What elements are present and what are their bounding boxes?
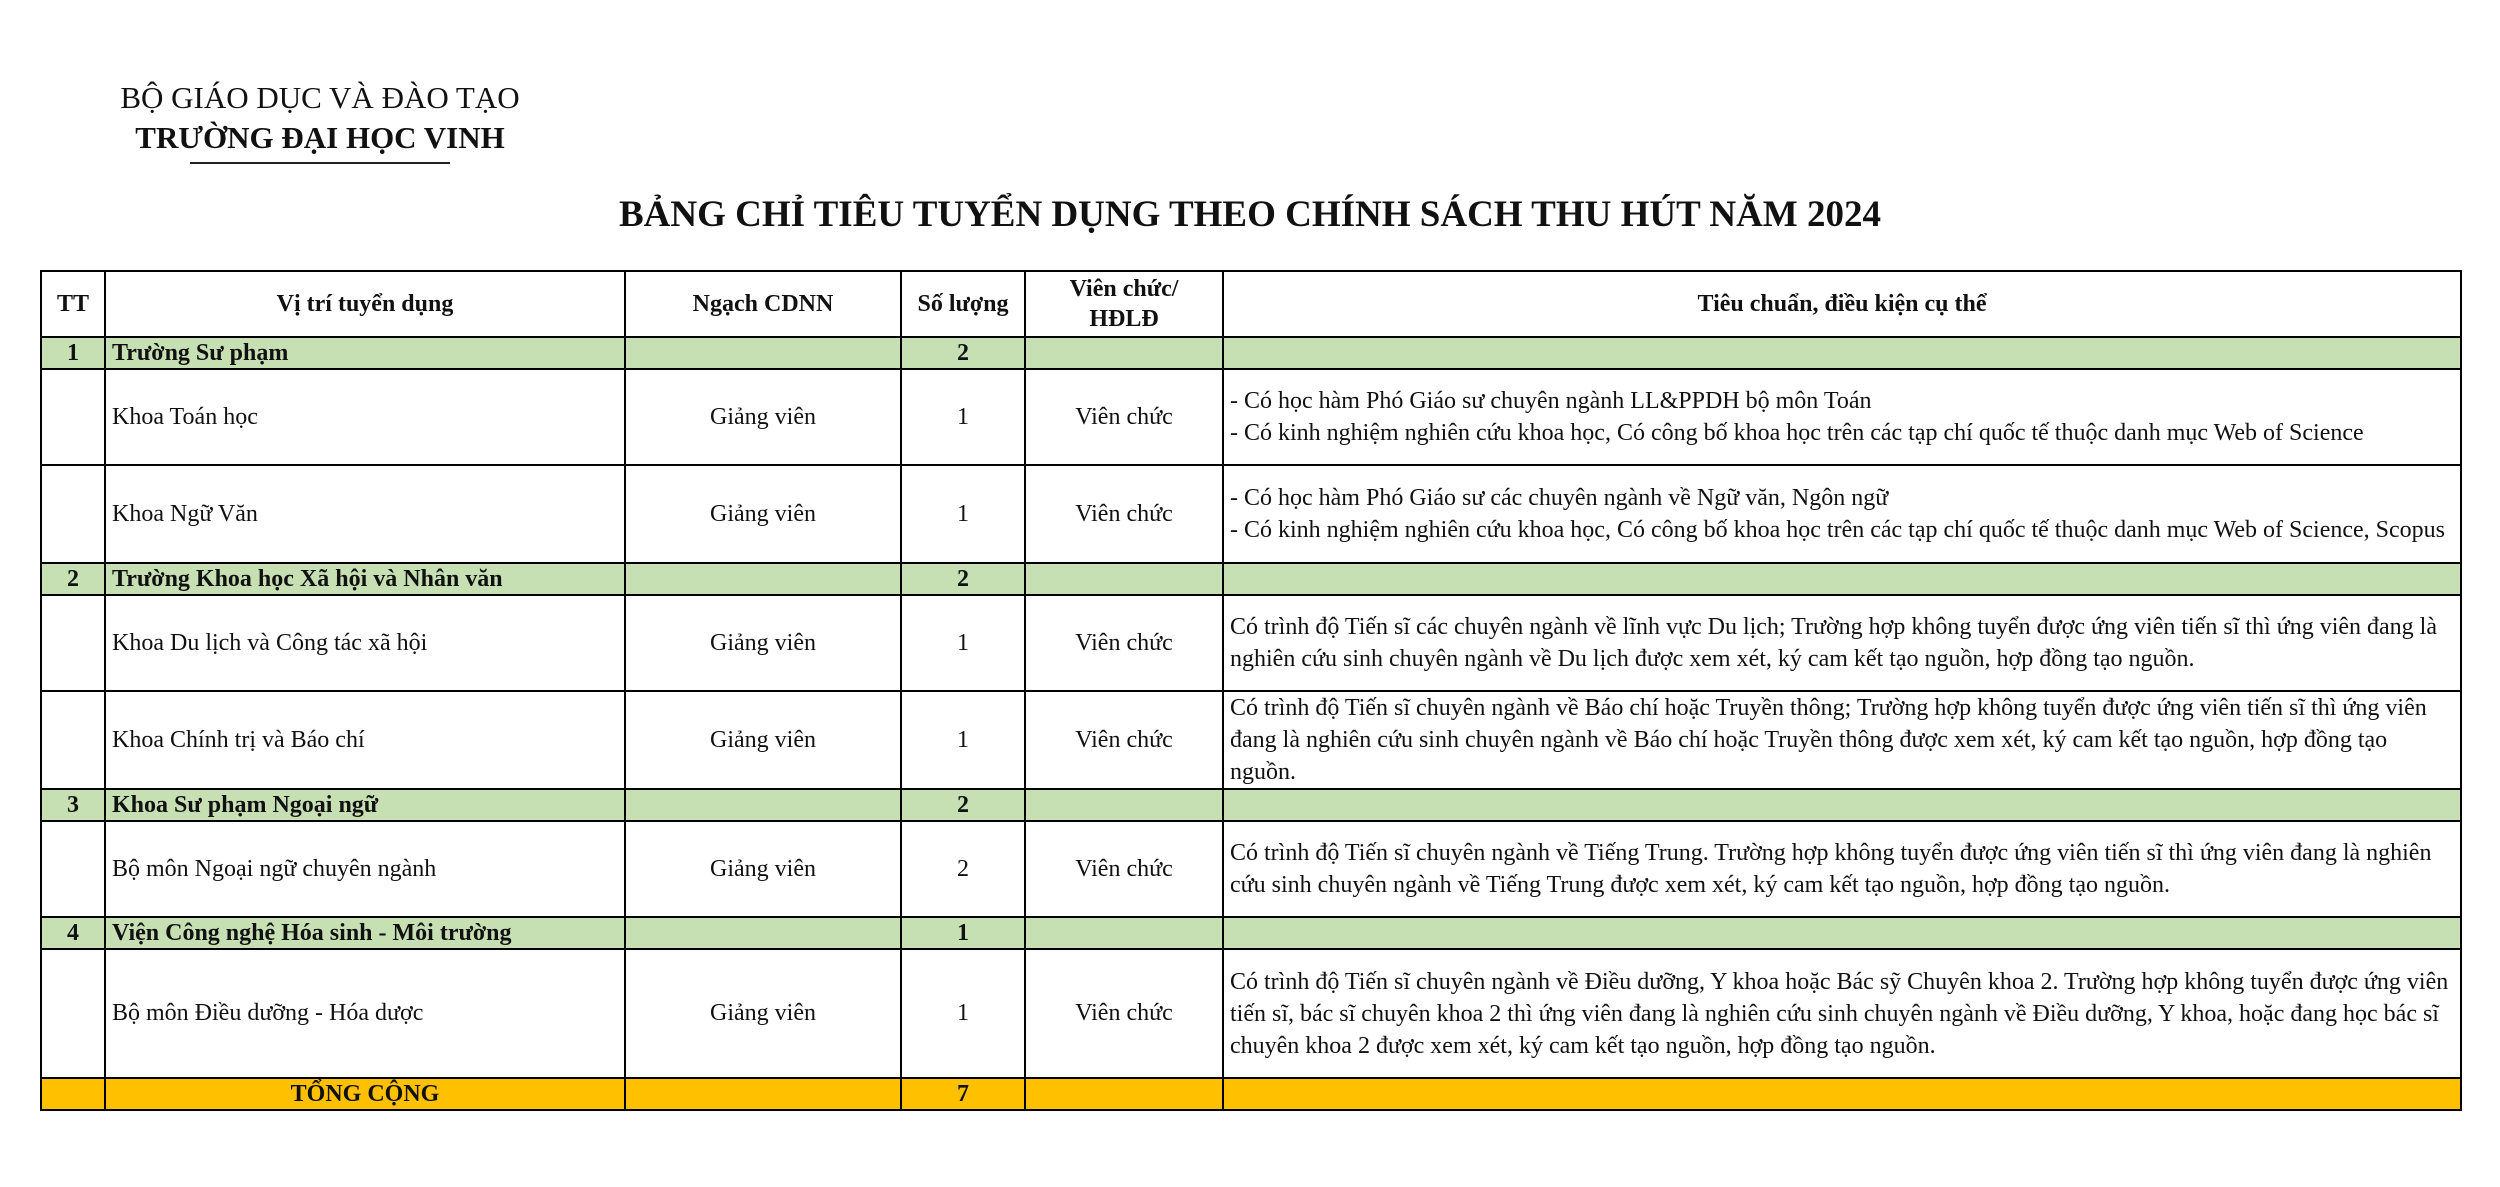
group-tt: 3: [41, 789, 105, 821]
group-row: [41, 337, 2461, 369]
position-cell: Khoa Chính trị và Báo chí: [105, 691, 625, 789]
quantity-cell: 1: [901, 465, 1025, 563]
contract-cell: Viên chức: [1025, 465, 1223, 563]
group-quantity: 2: [901, 563, 1025, 595]
total-row: [41, 1078, 2461, 1110]
university-name: TRƯỜNG ĐẠI HỌC VINH: [135, 120, 505, 155]
rank-cell: Giảng viên: [625, 949, 901, 1078]
col-header-contract: Viên chức/ HĐLĐ: [1025, 271, 1223, 337]
col-header-quantity: Số lượng: [901, 271, 1025, 337]
quantity-cell: 1: [901, 595, 1025, 691]
recruitment-table: [40, 270, 2462, 1111]
group-tt: 4: [41, 917, 105, 949]
requirements-cell: [1223, 369, 2461, 465]
requirement-line: - Có kinh nghiệm nghiên cứu khoa học, Có công bố khoa học trên các tạp chí quốc tế thuộc danh mục Web of Science, Scopus: [1230, 517, 2445, 543]
rank-cell: Giảng viên: [625, 369, 901, 465]
requirements-cell: [1223, 595, 2461, 691]
requirement-line: Có trình độ Tiến sĩ chuyên ngành về Điều dưỡng, Y khoa hoặc Bác sỹ Chuyên khoa 2. Trường hợp không tuyển được ứng viên tiến sĩ, bác sĩ chuyên khoa 2 thì ứng viên đang là nghiên cứu sinh chuyên ngành về Điều dưỡng, Y khoa, hoặc đang học bác sĩ chuyên khoa 2 được xem xét, ký cam kết tạo nguồn, hợp đồng tạo nguồn.: [1230, 968, 2449, 1059]
table-header-row: [41, 271, 2461, 337]
rank-cell: Giảng viên: [625, 691, 901, 789]
group-name: Khoa Sư phạm Ngoại ngữ: [105, 789, 625, 821]
total-quantity: 7: [901, 1078, 1025, 1110]
group-row: [41, 917, 2461, 949]
requirement-line: Có trình độ Tiến sĩ chuyên ngành về Tiếng Trung. Trường hợp không tuyển được ứng viên tiến sĩ thì ứng viên đang là nghiên cứu sinh chuyên ngành về Tiếng Trung được xem xét, ký cam kết tạo nguồn, hợp đồng tạo nguồn.: [1230, 840, 2432, 898]
requirements-cell: [1223, 821, 2461, 917]
quantity-cell: 1: [901, 691, 1025, 789]
table-row: [41, 465, 2461, 563]
contract-cell: Viên chức: [1025, 595, 1223, 691]
group-quantity: 2: [901, 789, 1025, 821]
col-header-position: Vị trí tuyển dụng: [105, 271, 625, 337]
requirement-line: Có trình độ Tiến sĩ chuyên ngành về Báo chí hoặc Truyền thông; Trường hợp không tuyển được ứng viên tiến sĩ thì ứng viên đang là nghiên cứu sinh chuyên ngành về Báo chí hoặc Truyền thông được xem xét, ký cam kết tạo nguồn, hợp đồng tạo nguồn.: [1230, 695, 2427, 785]
group-tt: 1: [41, 337, 105, 369]
position-cell: Khoa Ngữ Văn: [105, 465, 625, 563]
group-quantity: 2: [901, 337, 1025, 369]
requirements-cell: [1223, 949, 2461, 1078]
group-row: [41, 563, 2461, 595]
contract-cell: Viên chức: [1025, 369, 1223, 465]
table-row: [41, 369, 2461, 465]
position-cell: Khoa Toán học: [105, 369, 625, 465]
total-label: TỔNG CỘNG: [105, 1078, 625, 1110]
rank-cell: Giảng viên: [625, 465, 901, 563]
col-header-rank: Ngạch CDNN: [625, 271, 901, 337]
quantity-cell: 1: [901, 949, 1025, 1078]
rank-cell: Giảng viên: [625, 821, 901, 917]
requirements-cell: [1223, 691, 2461, 789]
table-row: [41, 949, 2461, 1078]
group-name: Viện Công nghệ Hóa sinh - Môi trường: [105, 917, 625, 949]
document-title: BẢNG CHỈ TIÊU TUYỂN DỤNG THEO CHÍNH SÁCH THU HÚT NĂM 2024: [619, 194, 1881, 235]
quantity-cell: 1: [901, 369, 1025, 465]
table-row: [41, 821, 2461, 917]
group-quantity: 1: [901, 917, 1025, 949]
contract-cell: Viên chức: [1025, 691, 1223, 789]
col-header-requirements: Tiêu chuẩn, điều kiện cụ thể: [1223, 271, 2461, 337]
position-cell: Khoa Du lịch và Công tác xã hội: [105, 595, 625, 691]
ministry-name: BỘ GIÁO DỤC VÀ ĐÀO TẠO: [120, 80, 520, 115]
requirements-cell: [1223, 465, 2461, 563]
requirement-line: - Có học hàm Phó Giáo sư các chuyên ngành về Ngữ văn, Ngôn ngữ: [1230, 485, 1889, 511]
requirement-line: - Có học hàm Phó Giáo sư chuyên ngành LL&PPDH bộ môn Toán: [1230, 388, 1872, 414]
quantity-cell: 2: [901, 821, 1025, 917]
col-header-tt: TT: [41, 271, 105, 337]
group-name: Trường Sư phạm: [105, 337, 625, 369]
contract-cell: Viên chức: [1025, 949, 1223, 1078]
rank-cell: Giảng viên: [625, 595, 901, 691]
requirement-line: - Có kinh nghiệm nghiên cứu khoa học, Có công bố khoa học trên các tạp chí quốc tế thuộc danh mục Web of Science: [1230, 420, 2364, 446]
contract-cell: Viên chức: [1025, 821, 1223, 917]
group-tt: 2: [41, 563, 105, 595]
table-row: [41, 691, 2461, 789]
group-row: [41, 789, 2461, 821]
position-cell: Bộ môn Ngoại ngữ chuyên ngành: [105, 821, 625, 917]
table-row: [41, 595, 2461, 691]
header-underline: [190, 162, 450, 164]
position-cell: Bộ môn Điều dưỡng - Hóa dược: [105, 949, 625, 1078]
requirement-line: Có trình độ Tiến sĩ các chuyên ngành về lĩnh vực Du lịch; Trường hợp không tuyển được ứng viên tiến sĩ thì ứng viên đang là nghiên cứu sinh chuyên ngành về Du lịch được xem xét, ký cam kết tạo nguồn, hợp đồng tạo nguồn.: [1230, 614, 2437, 672]
group-name: Trường Khoa học Xã hội và Nhân văn: [105, 563, 625, 595]
document-header: [110, 78, 530, 164]
